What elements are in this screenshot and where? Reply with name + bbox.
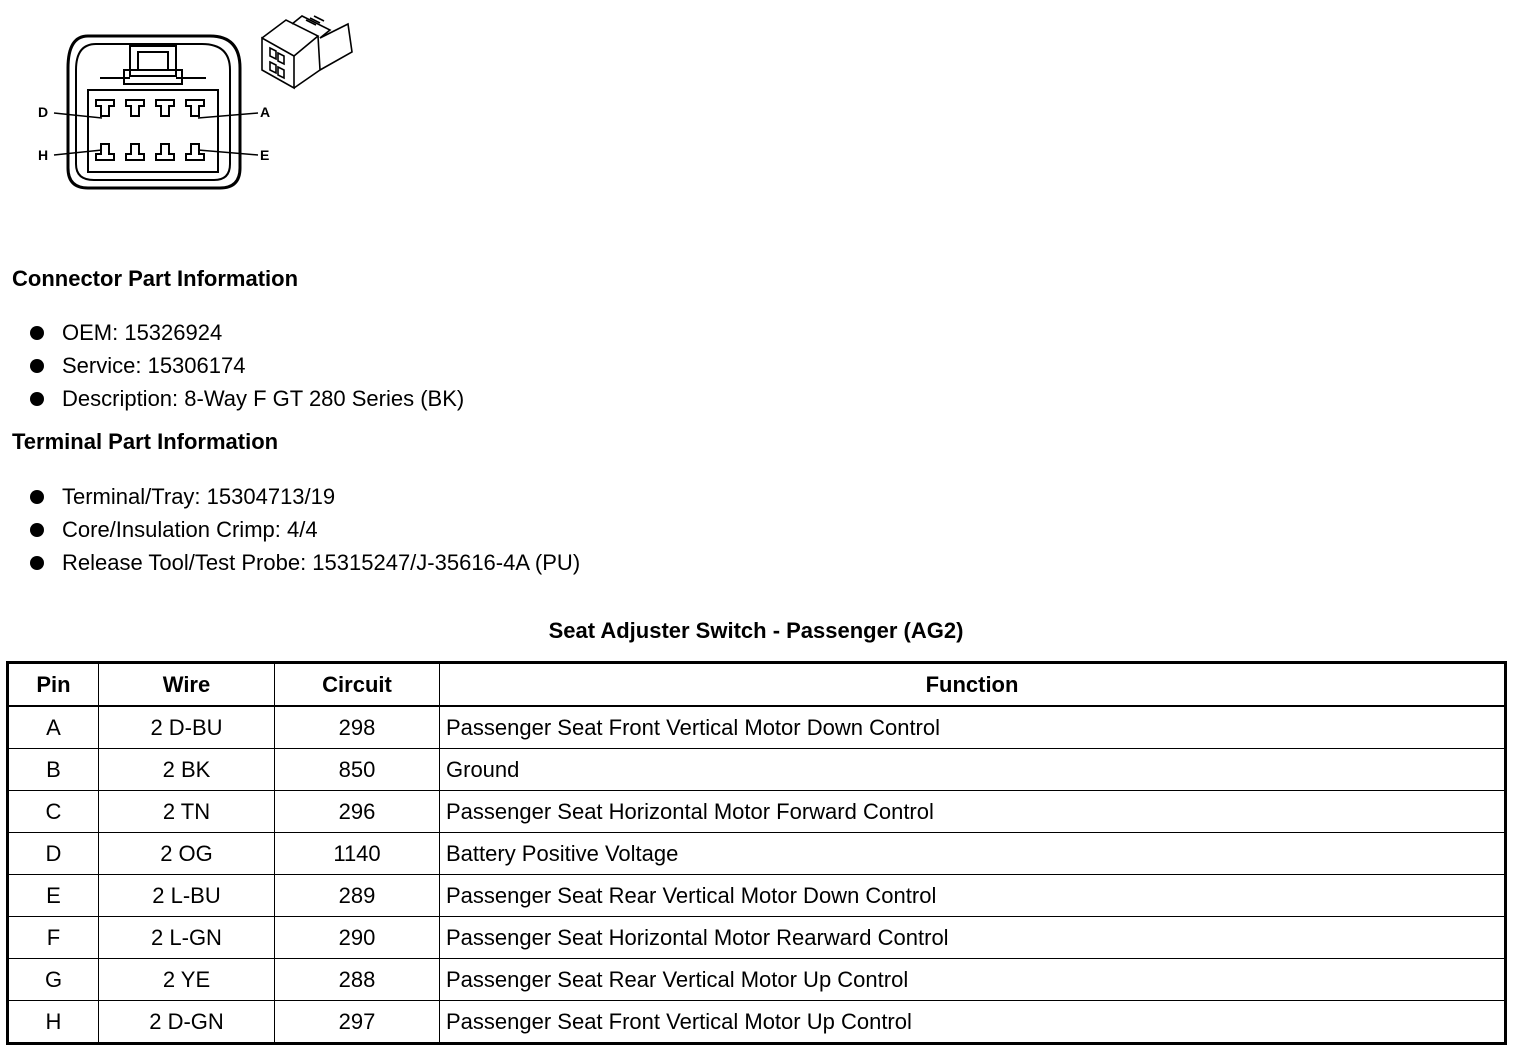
connector-diagram bbox=[30, 8, 370, 198]
table-row bbox=[8, 1001, 1506, 1044]
cell-wire: 2 D-BU bbox=[99, 706, 275, 749]
pin-label-a: A bbox=[260, 104, 271, 120]
cell-wire: 2 OG bbox=[99, 833, 275, 875]
cell-pin: G bbox=[8, 959, 99, 1001]
cell-wire: 2 L-GN bbox=[99, 917, 275, 959]
connector-part-list bbox=[30, 316, 464, 415]
list-item: Description: 8-Way F GT 280 Series (BK) bbox=[30, 382, 464, 415]
cell-wire: 2 BK bbox=[99, 749, 275, 791]
list-item: Release Tool/Test Probe: 15315247/J-35616-4A (PU) bbox=[30, 546, 580, 579]
cell-function: Passenger Seat Rear Vertical Motor Down Control bbox=[440, 875, 1506, 917]
terminal-part-heading: Terminal Part Information bbox=[12, 429, 279, 454]
cell-function: Battery Positive Voltage bbox=[440, 833, 1506, 875]
pin-label-d: D bbox=[38, 104, 49, 120]
cell-function: Passenger Seat Front Vertical Motor Up Control bbox=[440, 1001, 1506, 1044]
cell-function: Passenger Seat Horizontal Motor Forward Control bbox=[440, 791, 1506, 833]
connector-part-heading: Connector Part Information bbox=[12, 266, 299, 291]
cell-wire: 2 TN bbox=[99, 791, 275, 833]
cell-function: Ground bbox=[440, 749, 1506, 791]
table-row bbox=[8, 749, 1506, 791]
table-row bbox=[8, 833, 1506, 875]
cell-pin: F bbox=[8, 917, 99, 959]
cell-pin: D bbox=[8, 833, 99, 875]
cell-wire: 2 YE bbox=[99, 959, 275, 1001]
cell-pin: E bbox=[8, 875, 99, 917]
table-row bbox=[8, 917, 1506, 959]
header-wire: Wire bbox=[99, 663, 275, 707]
list-item: Service: 15306174 bbox=[30, 349, 464, 382]
cell-pin: C bbox=[8, 791, 99, 833]
table-row bbox=[8, 875, 1506, 917]
cell-circuit: 289 bbox=[275, 875, 440, 917]
cell-function: Passenger Seat Rear Vertical Motor Up Control bbox=[440, 959, 1506, 1001]
table-row bbox=[8, 959, 1506, 1001]
header-pin: Pin bbox=[8, 663, 99, 707]
table-row bbox=[8, 706, 1506, 749]
terminal-part-list bbox=[30, 480, 580, 579]
cell-circuit: 290 bbox=[275, 917, 440, 959]
list-item: OEM: 15326924 bbox=[30, 316, 464, 349]
header-circuit: Circuit bbox=[275, 663, 440, 707]
cell-circuit: 288 bbox=[275, 959, 440, 1001]
cell-wire: 2 D-GN bbox=[99, 1001, 275, 1044]
cell-circuit: 297 bbox=[275, 1001, 440, 1044]
list-item: Terminal/Tray: 15304713/19 bbox=[30, 480, 580, 513]
table-title: Seat Adjuster Switch - Passenger (AG2) bbox=[548, 618, 964, 643]
cell-pin: B bbox=[8, 749, 99, 791]
cell-circuit: 1140 bbox=[275, 833, 440, 875]
table-header-row bbox=[8, 663, 1506, 707]
connector-3d-icon bbox=[262, 16, 352, 88]
list-item: Core/Insulation Crimp: 4/4 bbox=[30, 513, 580, 546]
pin-table bbox=[6, 661, 1507, 1045]
header-function: Function bbox=[440, 663, 1506, 707]
pin-label-h: H bbox=[38, 147, 49, 163]
cell-wire: 2 L-BU bbox=[99, 875, 275, 917]
cell-pin: H bbox=[8, 1001, 99, 1044]
cell-function: Passenger Seat Horizontal Motor Rearward Control bbox=[440, 917, 1506, 959]
cell-pin: A bbox=[8, 706, 99, 749]
table-row bbox=[8, 791, 1506, 833]
cell-circuit: 298 bbox=[275, 706, 440, 749]
cell-function: Passenger Seat Front Vertical Motor Down Control bbox=[440, 706, 1506, 749]
cell-circuit: 850 bbox=[275, 749, 440, 791]
cell-circuit: 296 bbox=[275, 791, 440, 833]
pin-label-e: E bbox=[260, 147, 270, 163]
